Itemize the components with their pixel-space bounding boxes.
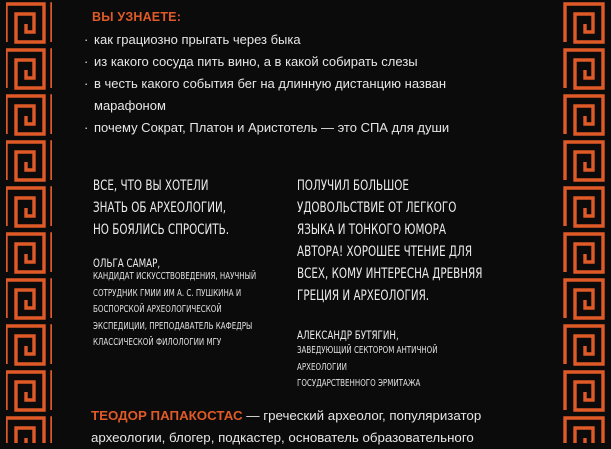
author-bio-line1: — греческий археолог, популяризатор	[242, 408, 482, 423]
review-author-title-right: ЗАВЕДУЮЩИЙ СЕКТОРОМ АНТИЧНОЙ АРХЕОЛОГИИ ГОСУДАРСТВЕННОГО ЭРМИТАЖА	[297, 345, 438, 389]
greek-key-border-right	[547, 0, 611, 443]
review-author-left: ОЛЬГА САМАР,	[93, 256, 161, 270]
greek-key-border-left	[0, 0, 64, 443]
review-quote-left: ВСЕ, ЧТО ВЫ ХОТЕЛИ ЗНАТЬ ОБ АРХЕОЛОГИИ, НО БОЯЛИСЬ СПРОСИТЬ.	[93, 178, 230, 238]
list-item: · в честь какого события бег на длинную дистанцию назван	[84, 73, 524, 95]
list-item: · как грациозно прыгать через быка	[84, 29, 524, 51]
list-item: · из какого сосуда пить вино, а в какой собирать слезы	[84, 51, 524, 73]
author-bio-line2: археологии, блогер, подкастер, основатель образовательного	[91, 430, 474, 445]
author-bio	[91, 405, 531, 449]
list-item-continuation: марафоном	[94, 98, 166, 113]
review-author-right: АЛЕКСАНДР БУТЯГИН,	[297, 328, 399, 342]
review-quote-right: ПОЛУЧИЛ БОЛЬШОЕ УДОВОЛЬСТВИЕ ОТ ЛЕГКОГО ЯЗЫКА И ТОНКОГО ЮМОРА АВТОРА! ХОРОШЕЕ ЧТЕНИЕ ДЛЯ ВСЕХ, КОМУ ИНТЕРЕСНА ДРЕВНЯЯ ГРЕЦИЯ И АРХЕОЛОГИЯ.	[297, 178, 483, 304]
bullet-list	[84, 29, 524, 139]
author-name-highlight: ТЕОДОР ПАПАКОСТАС	[91, 408, 243, 423]
section-title: ВЫ УЗНАЕТЕ:	[92, 10, 182, 24]
book-back-cover-content	[84, 0, 527, 443]
list-item: · почему Сократ, Платон и Аристотель — это СПА для души	[84, 117, 524, 139]
review-author-title-left: КАНДИДАТ ИСКУССТВОВЕДЕНИЯ, НАУЧНЫЙ СОТРУДНИК ГМИИ ИМ А. С. ПУШКИНА И БОСПОРСКОЙ АРХЕОЛОГИЧЕСКОЙ ЭКСПЕДИЦИИ, ПРЕПОДАВАТЕЛЬ КАФЕДРЫ КЛАССИЧЕСКОЙ ФИЛОЛОГИИ МГУ	[93, 271, 257, 348]
